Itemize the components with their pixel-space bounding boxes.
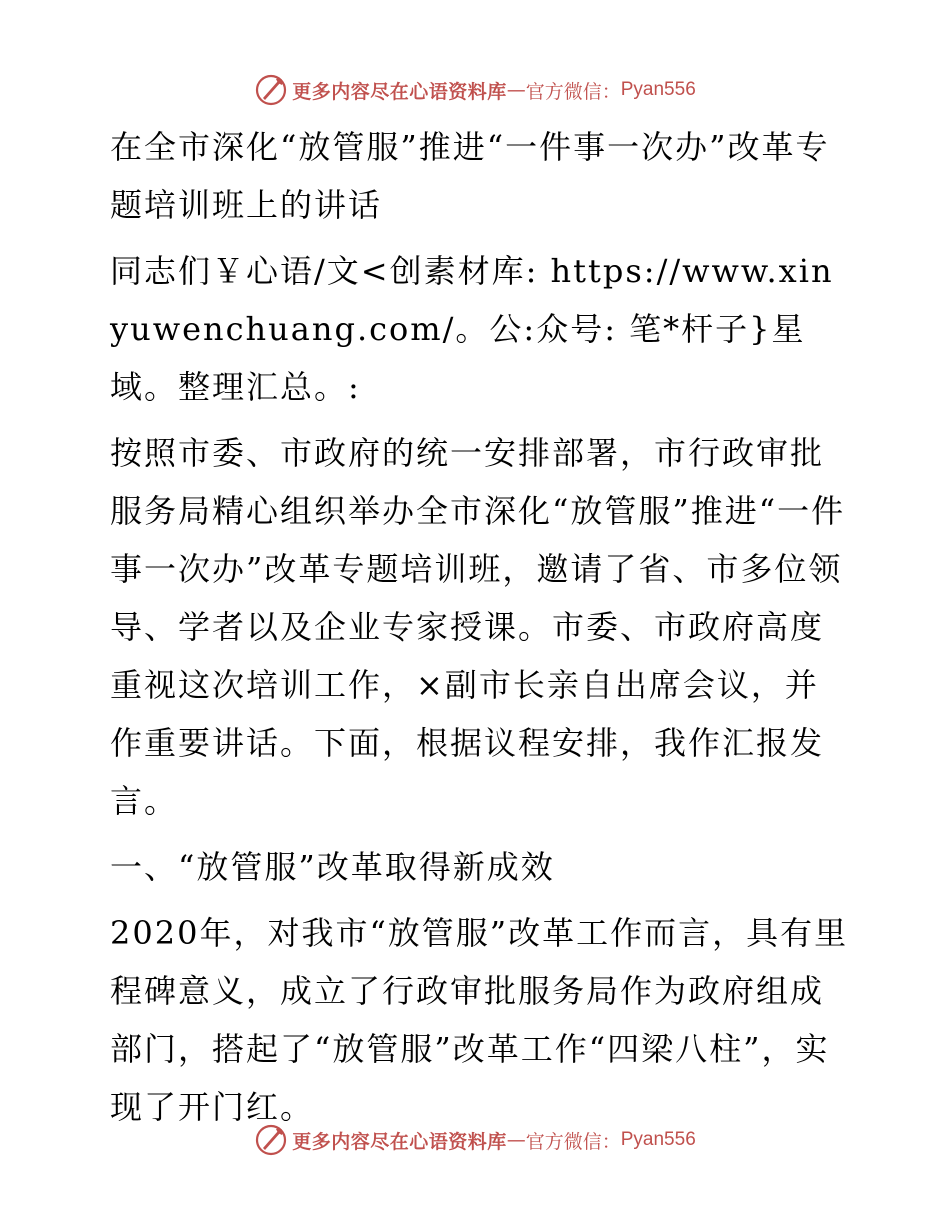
- document-title: 在全市深化“放管服”推进“一件事一次办”改革专题培训班上的讲话: [110, 128, 830, 224]
- quill-pen-circle-icon: [254, 73, 288, 107]
- salutation: 同志们￥心语/文<创素材库: https://www.xinyuwenchuang.com/。公:众号: 笔*杆子}星域。整理汇总。:: [110, 252, 834, 406]
- watermark-official-label: 官方微信：: [525, 80, 621, 103]
- document-body: [98, 118, 850, 1144]
- footer-watermark: [0, 1120, 950, 1160]
- watermark-separator: —: [506, 1129, 526, 1151]
- header-watermark: [0, 70, 950, 110]
- watermark-separator: —: [506, 79, 526, 101]
- watermark-wechat-id: Pyan556: [620, 1129, 696, 1150]
- section-heading: 一、“放管服”改革取得新成效: [110, 848, 555, 886]
- paragraph-intro: 按照市委、市政府的统一安排部署，市行政审批服务局精心组织举办全市深化“放管服”推进“一件事一次办”改革专题培训班，邀请了省、市多位领导、学者以及企业专家授课。市委、市政府高度重视这次培训工作，×副市长亲自出席会议，并作重要讲话。下面，根据议程安排，我作汇报发言。: [110, 434, 846, 820]
- quill-pen-circle-icon: [254, 1123, 288, 1157]
- watermark-text: 更多内容尽在心语资料库: [292, 80, 507, 103]
- paragraph-2020: 2020年，对我市“放管服”改革工作而言，具有里程碑意义，成立了行政审批服务局作为政府组成部门，搭起了“放管服”改革工作“四梁八柱”，实现了开门红。: [110, 914, 849, 1126]
- watermark-text: 更多内容尽在心语资料库: [292, 1130, 507, 1153]
- watermark-wechat-id: Pyan556: [620, 79, 696, 100]
- watermark-official-label: 官方微信：: [525, 1130, 621, 1153]
